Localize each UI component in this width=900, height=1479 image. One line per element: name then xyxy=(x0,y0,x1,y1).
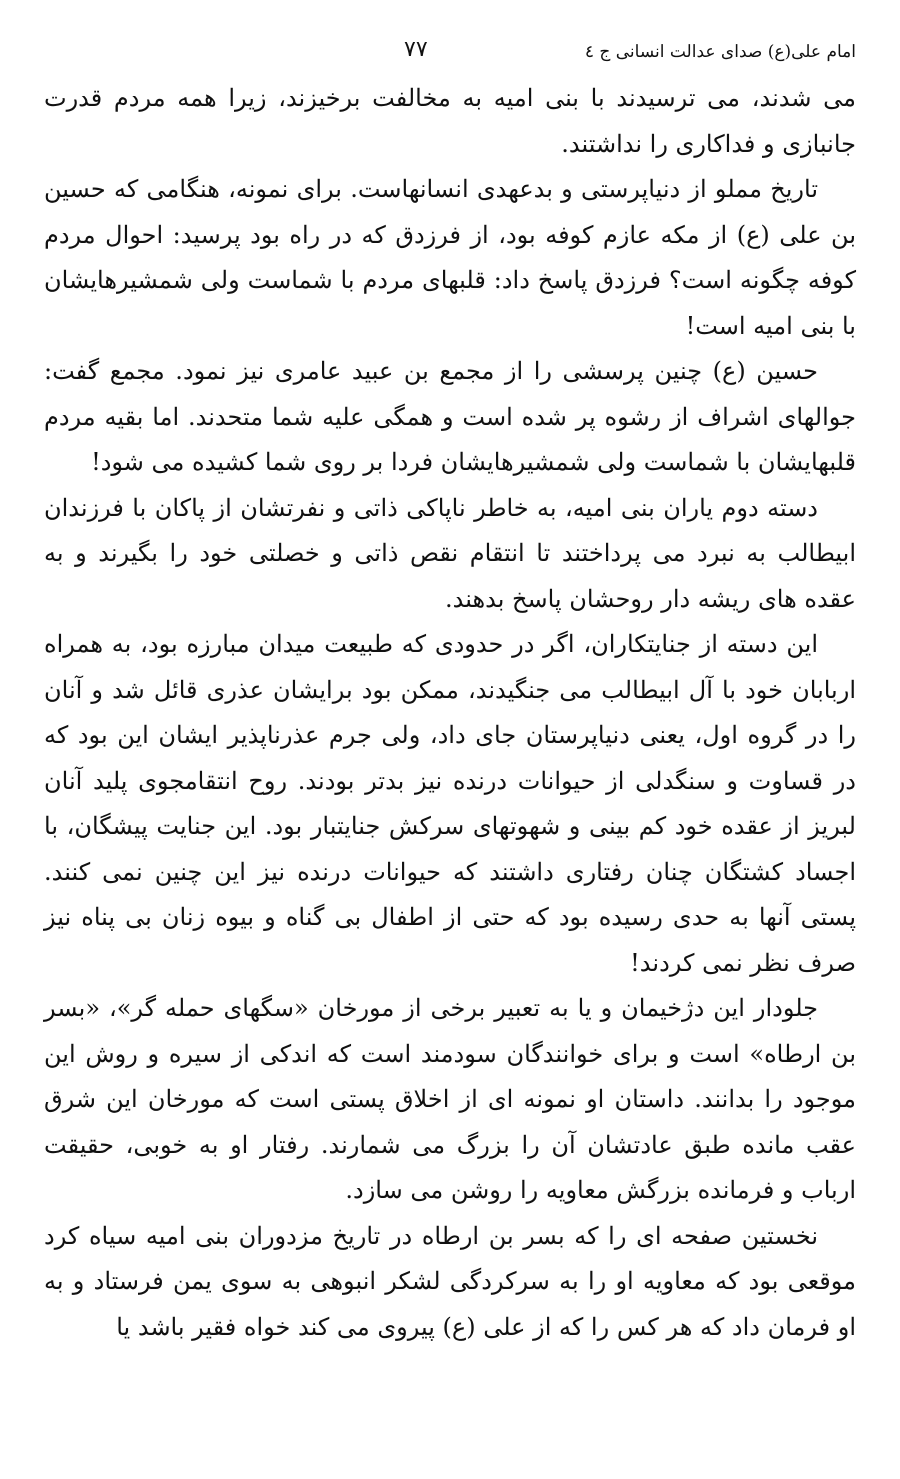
running-header xyxy=(44,32,856,76)
paragraph: نخستین صفحه ای را که بسر بن ارطاه در تاریخ مزدوران بنی امیه سیاه کرد موقعی بود که معاویه او را به سرکردگی لشکر انبوهی به سوی یمن فرستاد و به او فرمان داد که هر کس را که از علی (ع) پیروی می کند خواه فقیر باشد یا xyxy=(44,1221,856,1341)
paragraph: این دسته از جنایتکاران، اگر در حدودی که طبیعت میدان مبارزه بود، به همراه اربابان خود با آل ابیطالب می جنگیدند، ممکن بود برایشان عذری قائل شد و آنان را در گروه اول، یعنی دنیاپرستان جای داد، ولی جرم عذرناپذیر ایشان این بود که در قساوت و سنگدلی از حیوانات درنده نیز بدتر بودند. روح انتقامجوی پلید آنان لبریز از عقده خود کم بینی و شهوتهای سرکش جنایتبار بود. این جنایت پیشگان، با اجساد کشتگان چنان رفتاری داشتند که حیوانات درنده نیز این چنین نمی کنند. پستی آنها به حدی رسیده بود که حتی از اطفال بی گناه و بیوه زنان بی پناه نیز صرف نظر نمی کردند! xyxy=(44,630,856,977)
header-title: امام علی(ع) صدای عدالت انسانی ج ٤ xyxy=(584,42,856,62)
page-number: ٧٧ xyxy=(404,37,428,62)
paragraph: حسین (ع) چنین پرسشی را از مجمع بن عبید عامری نیز نمود. مجمع گفت: جوالهای اشراف از رشوه پر شده است و همگی علیه شما متحدند. اما بقیه مردم قلبهایشان با شماست ولی شمشیرهایشان فردا بر روی شما کشیده می شود! xyxy=(44,357,856,476)
paragraph-continuation: می شدند، می ترسیدند با بنی امیه به مخالفت برخیزند، زیرا همه مردم قدرت جانبازی و فداکاری را نداشتند. xyxy=(44,84,856,158)
paragraph: تاریخ مملو از دنیاپرستی و بدعهدی انسانهاست. برای نمونه، هنگامی که حسین بن علی (ع) از مکه عازم کوفه بود، از فرزدق که در راه بود پرسید: احوال مردم کوفه چگونه است؟ فرزدق پاسخ داد: قلبهای مردم با شماست ولی شمشیرهایشان با بنی امیه است! xyxy=(44,175,856,340)
paragraph: دسته دوم یاران بنی امیه، به خاطر ناپاکی ذاتی و نفرتشان از پاکان با فرزندان ابیطالب به نبرد می پرداختند تا انتقام نقص ذاتی و خصلتی خود را بگیرند و به عقده های ریشه دار روحشان پاسخ بدهند. xyxy=(44,493,857,613)
body-text xyxy=(44,76,856,1350)
paragraph: جلودار این دژخیمان و یا به تعبیر برخی از مورخان «سگهای حمله گر»، «بسر بن ارطاه» است و برای خوانندگان سودمند است که اندکی از سیره و روش این موجود را بدانند. داستان او نمونه ای از اخلاق پستی است که مورخان این شرق عقب مانده طبق عادتشان آن را بزرگ می شمارند. رفتار او به خوبی، حقیقت ارباب و فرمانده بزرگش معاویه را روشن می سازد. xyxy=(44,994,856,1204)
